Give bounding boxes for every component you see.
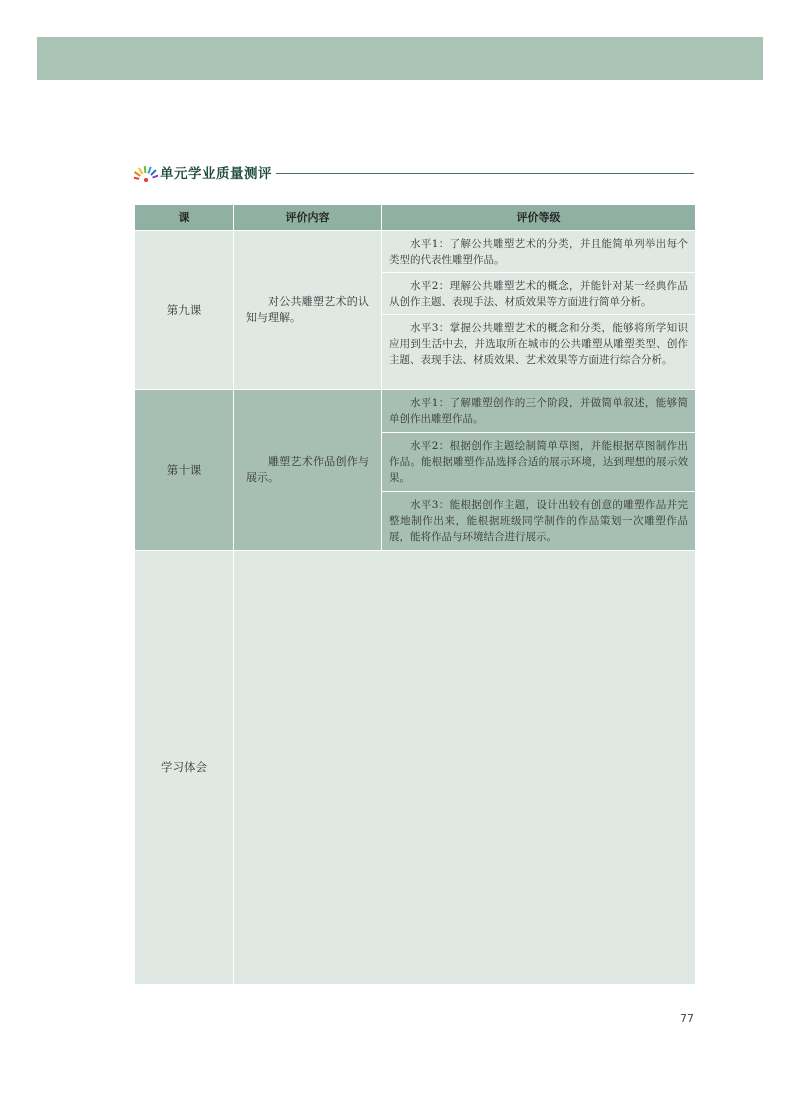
page-number: 77 (680, 1012, 694, 1025)
title-divider (276, 173, 694, 174)
level-text: 水平3：能根据创作主题，设计出较有创意的雕塑作品并完整地制作出来，能根据班级同学制作的作品策划一次雕塑作品展，能将作品与环境结合进行展示。 (389, 498, 688, 543)
level-text: 水平2：理解公共雕塑艺术的概念，并能针对某一经典作品从创作主题、表现手法、材质效果等方面进行简单分析。 (389, 280, 688, 309)
section-header (134, 160, 694, 184)
level-cell (382, 315, 696, 390)
top-decorative-band (37, 37, 763, 80)
reflection-label: 学习体会 (161, 759, 207, 774)
content-text: 雕塑艺术作品创作与展示。 (246, 455, 369, 485)
lesson-name: 第九课 (166, 302, 202, 317)
table-row (135, 231, 696, 273)
reflection-writing-area[interactable] (234, 550, 696, 984)
evaluation-table (134, 204, 696, 985)
level-text: 水平1：了解雕塑创作的三个阶段，并做简单叙述，能够简单创作出雕塑作品。 (389, 397, 688, 426)
section-title: 单元学业质量测评 (160, 166, 272, 182)
level-text: 水平2：根据创作主题绘制简单草图，并能根据草图制作出作品。能根据雕塑作品选择合适的展示环境，达到理想的展示效果。 (389, 439, 688, 484)
level-text: 水平3：掌握公共雕塑艺术的概念和分类，能够将所学知识应用到生活中去，并选取所在城市的公共雕塑从雕塑类型、创作主题、表现手法、材质效果、艺术效果等方面进行综合分析。 (389, 322, 688, 367)
table-row (135, 550, 696, 984)
content-cell (234, 390, 382, 550)
lesson-cell (135, 231, 234, 390)
content-text: 对公共雕塑艺术的认知与理解。 (246, 295, 369, 325)
rainbow-burst-icon (134, 162, 158, 182)
lesson-name: 第十课 (166, 462, 202, 477)
table-header-row (135, 205, 696, 231)
table-row (135, 390, 696, 432)
level-cell (382, 491, 696, 550)
header-content: 评价内容 (234, 205, 382, 231)
level-cell (382, 231, 696, 273)
header-level: 评价等级 (382, 205, 696, 231)
level-cell (382, 432, 696, 491)
level-text: 水平1：了解公共雕塑艺术的分类，并且能简单列举出每个类型的代表性雕塑作品。 (389, 238, 688, 266)
content-cell (234, 231, 382, 390)
lesson-cell (135, 390, 234, 550)
level-cell (382, 273, 696, 315)
header-lesson: 课 (135, 205, 234, 231)
reflection-label-cell (135, 550, 234, 984)
level-cell (382, 390, 696, 432)
